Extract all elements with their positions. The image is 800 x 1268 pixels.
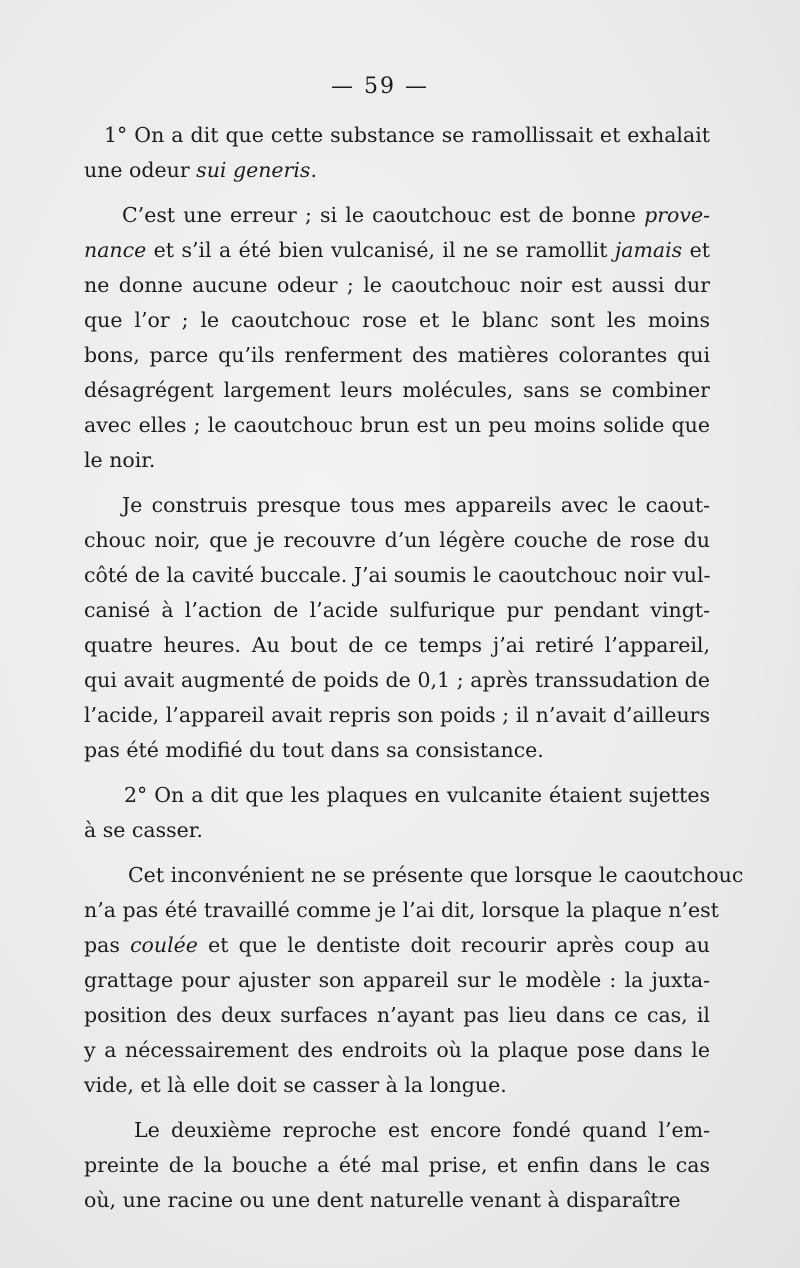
text-line: qui avait augmenté de poids de 0,1 ; après transsudation de [84, 668, 710, 692]
paragraph [84, 1113, 710, 1218]
text-line: nance et s’il a été bien vulcanisé, il ne se ramollit jamais et [84, 238, 711, 262]
text-line: preinte de la bouche a été mal prise, et enfin dans le cas [84, 1153, 710, 1177]
text-line: grattage pour ajuster son appareil sur le modèle : la juxta- [84, 968, 710, 992]
text-line: que l’or ; le caoutchouc rose et le blanc sont les moins [84, 308, 710, 332]
text-line: une odeur sui generis. [84, 158, 317, 182]
text-line: Je construis presque tous mes appareils avec le caout- [122, 493, 710, 517]
text-line: 1° On a dit que cette substance se ramollissait et exhalait [104, 123, 710, 147]
text-line: C’est une erreur ; si le caoutchouc est de bonne prove- [122, 203, 710, 227]
paragraph [84, 488, 710, 768]
paragraph [84, 118, 710, 188]
text-line: pas été modifié du tout dans sa consistance. [84, 738, 544, 762]
text-line: chouc noir, que je recouvre d’un légère couche de rose du [84, 528, 710, 552]
text-line: avec elles ; le caoutchouc brun est un peu moins solide que [84, 413, 710, 437]
text-line: quatre heures. Au bout de ce temps j’ai retiré l’appareil, [84, 633, 710, 657]
text-line: 2° On a dit que les plaques en vulcanite étaient sujettes [124, 783, 710, 807]
text-line: pas coulée et que le dentiste doit recourir après coup au [84, 933, 710, 957]
text-line: vide, et là elle doit se casser à la longue. [84, 1073, 507, 1097]
text-line: l’acide, l’appareil avait repris son poids ; il n’avait d’ailleurs [84, 703, 710, 727]
paragraph [84, 858, 744, 1103]
text-line: ne donne aucune odeur ; le caoutchouc noir est aussi dur [84, 273, 710, 297]
page-number: — 59 — [331, 74, 429, 99]
body-text [84, 118, 744, 1218]
text-line: n’a pas été travaillé comme je l’ai dit, lorsque la plaque n’est [84, 898, 719, 922]
text-line: où, une racine ou une dent naturelle venant à disparaître [84, 1188, 681, 1212]
paragraph [84, 198, 710, 478]
text-line: Le deuxième reproche est encore fondé quand l’em- [134, 1118, 710, 1142]
text-line: position des deux surfaces n’ayant pas lieu dans ce cas, il [84, 1003, 710, 1027]
text-line: canisé à l’action de l’acide sulfurique pur pendant vingt- [84, 598, 710, 622]
paragraph [84, 778, 710, 848]
text-line: y a nécessairement des endroits où la plaque pose dans le [84, 1038, 710, 1062]
text-line: à se casser. [84, 818, 203, 842]
text-line: Cet inconvénient ne se présente que lorsque le caoutchouc [128, 863, 744, 887]
text-line: bons, parce qu’ils renferment des matières colorantes qui [84, 343, 710, 367]
text-line: le noir. [84, 448, 156, 472]
text-line: désagrégent largement leurs molécules, sans se combiner [84, 378, 710, 402]
text-line: côté de la cavité buccale. J’ai soumis le caoutchouc noir vul- [84, 563, 711, 587]
